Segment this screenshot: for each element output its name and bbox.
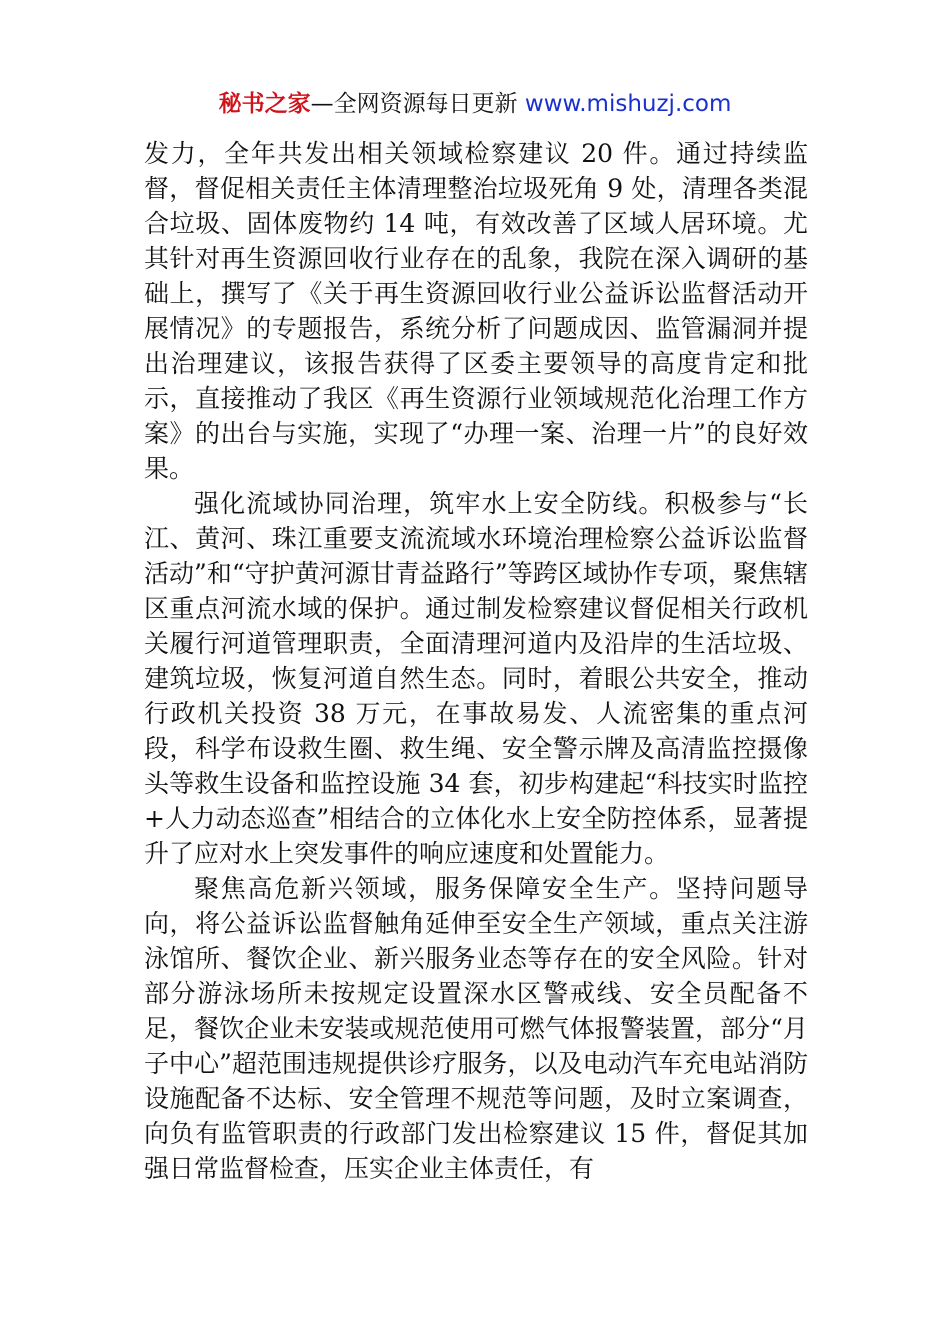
site-url-link[interactable]: www.mishuzj.com: [524, 91, 732, 117]
header-tagline: —全网资源每日更新: [310, 91, 518, 117]
brand-name: 秘书之家: [218, 91, 311, 117]
page-header: [0, 88, 950, 120]
paragraph-water-safety: 强化流域协同治理，筑牢水上安全防线。积极参与“长江、黄河、珠江重要支流流域水环境治理检察公益诉讼监督活动”和“守护黄河源甘青益路行”等跨区域协作专项，聚焦辖区重点河流水域的保护。通过制发检察建议督促相关行政机关履行河道管理职责，全面清理河道内及沿岸的生活垃圾、建筑垃圾，恢复河道自然生态。同时，着眼公共安全，推动行政机关投资 38 万元，在事故易发、人流密集的重点河段，科学布设救生圈、救生绳、安全警示牌及高清监控摄像头等救生设备和监控设施 34 套，初步构建起“科技实时监控+人力动态巡查”相结合的立体化水上安全防控体系，显著提升了应对水上突发事件的响应速度和处置能力。: [144, 489, 808, 868]
paragraph-production-safety: 聚焦高危新兴领域，服务保障安全生产。坚持问题导向，将公益诉讼监督触角延伸至安全生产领域，重点关注游泳馆所、餐饮企业、新兴服务业态等存在的安全风险。针对部分游泳场所未按规定设置深水区警戒线、安全员配备不足，餐饮企业未安装或规范使用可燃气体报警装置，部分“月子中心”超范围违规提供诊疗服务，以及电动汽车充电站消防设施配备不达标、安全管理不规范等问题，及时立案调查，向负有监管职责的行政部门发出检察建议 15 件，督促其加强日常监督检查，压实企业主体责任，有: [144, 874, 808, 1183]
paragraph-continued: 发力，全年共发出相关领域检察建议 20 件。通过持续监督，督促相关责任主体清理整治垃圾死角 9 处，清理各类混合垃圾、固体废物约 14 吨，有效改善了区域人居环境。尤其针对再生资源回收行业存在的乱象，我院在深入调研的基础上，撰写了《关于再生资源回收行业公益诉讼监督活动开展情况》的专题报告，系统分析了问题成因、监管漏洞并提出治理建议，该报告获得了区委主要领导的高度肯定和批示，直接推动了我区《再生资源行业领域规范化治理工作方案》的出台与实施，实现了“办理一案、治理一片”的良好效果。: [144, 139, 808, 483]
document-body: [144, 136, 808, 1186]
